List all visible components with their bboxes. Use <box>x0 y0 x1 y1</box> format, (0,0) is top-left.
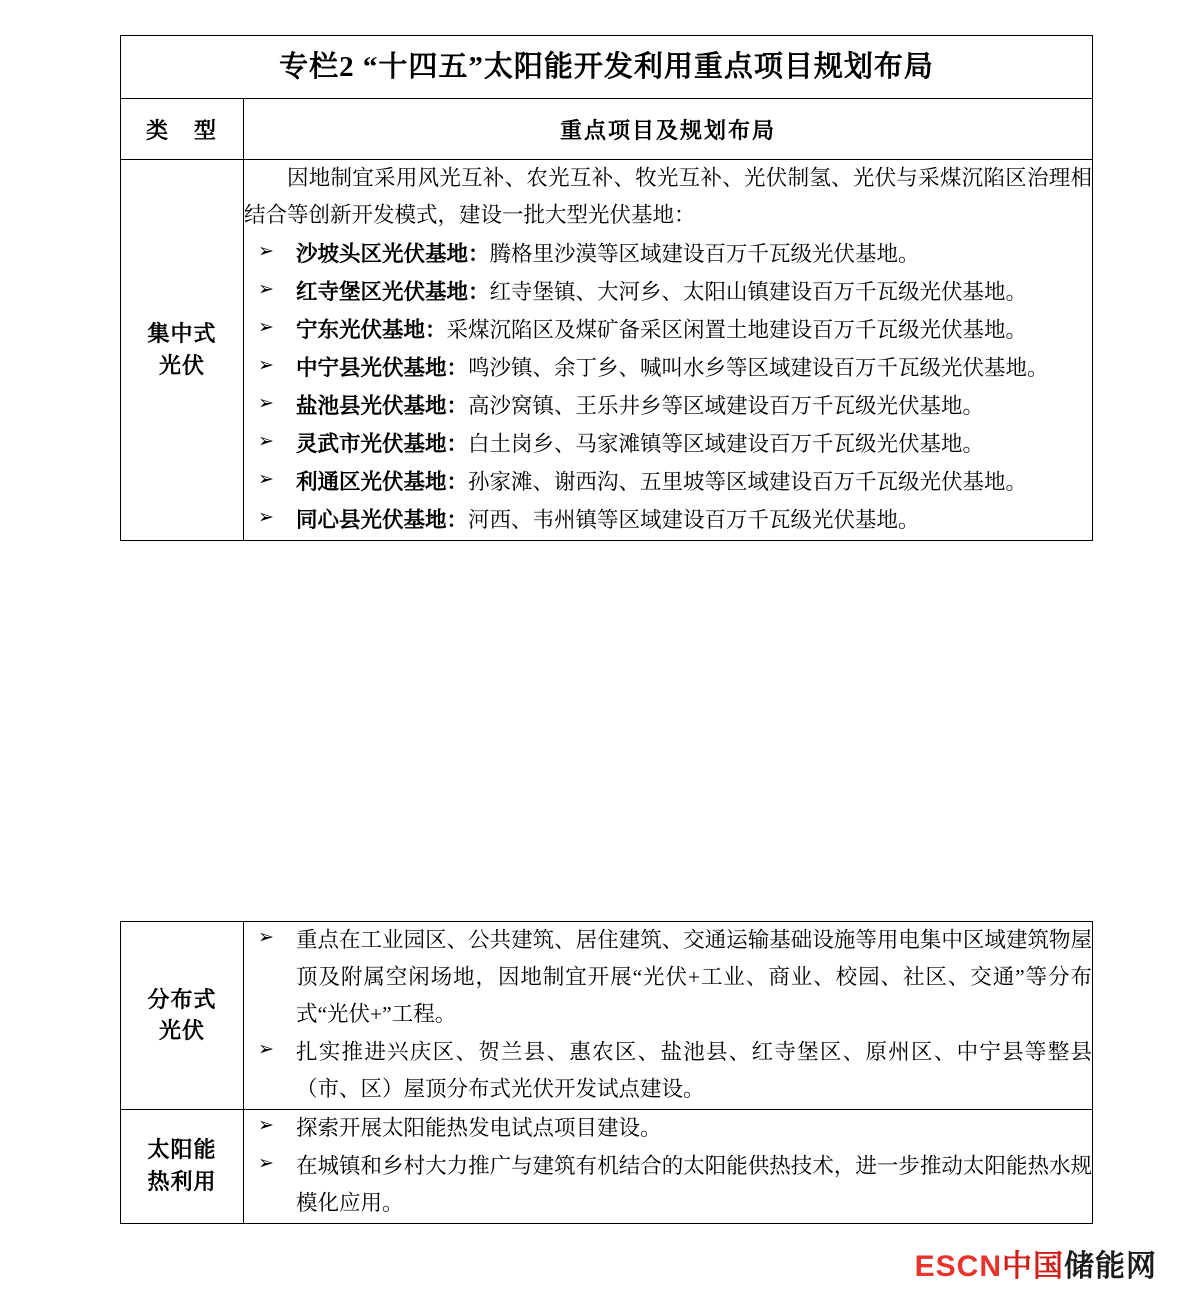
row-content-distributed-pv <box>244 922 1093 1110</box>
watermark-escn: ESCN <box>914 1250 1002 1283</box>
bullet-title: 宁东光伏基地： <box>296 317 447 342</box>
bullet-title: 盐池县光伏基地： <box>296 393 469 418</box>
row-label-line: 光伏 <box>158 352 205 378</box>
bullet-text: 高沙窝镇、王乐井乡等区域建设百万千瓦级光伏基地。 <box>468 393 985 418</box>
arrow-bullet-icon: ➢ <box>258 392 274 414</box>
bullet-text: 扎实推进兴庆区、贺兰县、惠农区、盐池县、红寺堡区、原州区、中宁县等整县（市、区）屋顶分布式光伏开发试点建设。 <box>296 1039 1092 1101</box>
bullet-text: 腾格里沙漠等区域建设百万千瓦级光伏基地。 <box>489 241 920 266</box>
arrow-bullet-icon: ➢ <box>258 927 274 948</box>
list-item <box>244 1148 1092 1222</box>
table-header-row <box>121 99 1093 160</box>
list-item <box>244 312 1092 349</box>
watermark-rest: 储能网 <box>1064 1250 1157 1283</box>
table-row <box>121 922 1093 1110</box>
list-item <box>244 502 1092 539</box>
bullet-title: 利通区光伏基地： <box>296 469 469 494</box>
solar-plan-table-part1 <box>120 35 1093 541</box>
list-item <box>244 388 1092 425</box>
arrow-bullet-icon: ➢ <box>258 1038 274 1060</box>
row-label-solar-thermal <box>121 1109 244 1223</box>
intro-paragraph: 因地制宜采用风光互补、农光互补、牧光互补、光伏制氢、光伏与采煤沉陷区治理相结合等创新开发模式，建设一批大型光伏基地： <box>244 166 1093 227</box>
header-type: 类 型 <box>121 99 244 160</box>
arrow-bullet-icon: ➢ <box>258 468 274 490</box>
row-label-centralized-pv <box>121 160 244 541</box>
arrow-bullet-icon: ➢ <box>258 240 274 262</box>
bullet-text: 红寺堡镇、大河乡、太阳山镇建设百万千瓦级光伏基地。 <box>489 279 1028 304</box>
bullet-title: 红寺堡区光伏基地： <box>296 279 490 304</box>
list-item <box>244 274 1092 311</box>
bullet-text: 鸣沙镇、余丁乡、喊叫水乡等区域建设百万千瓦级光伏基地。 <box>468 355 1049 380</box>
row-label-line: 分布式 <box>147 986 217 1012</box>
bullet-title: 灵武市光伏基地： <box>296 431 469 456</box>
watermark <box>915 1241 1157 1285</box>
list-item <box>244 350 1092 387</box>
list-item <box>244 1034 1092 1108</box>
arrow-bullet-icon: ➢ <box>258 506 274 528</box>
row-label-line: 太阳能 <box>147 1137 217 1163</box>
list-item <box>244 426 1092 463</box>
bullet-text: 探索开展太阳能热发电试点项目建设。 <box>296 1115 662 1140</box>
list-item <box>244 922 1092 1033</box>
list-item <box>244 464 1092 501</box>
bullet-text: 重点在工业园区、公共建筑、居住建筑、交通运输基础设施等用电集中区域建筑物屋顶及附属空闲场地，因地制宜开展“光伏+工业、商业、校园、社区、交通”等分布式“光伏+”工程。 <box>296 928 1092 1026</box>
table-title: 专栏2 “十四五”太阳能开发利用重点项目规划布局 <box>121 36 1093 99</box>
bullet-text: 采煤沉陷区及煤矿备采区闲置土地建设百万千瓦级光伏基地。 <box>446 317 1028 342</box>
row-content-centralized-pv <box>244 160 1093 541</box>
bullet-text: 河西、韦州镇等区域建设百万千瓦级光伏基地。 <box>468 507 920 532</box>
arrow-bullet-icon: ➢ <box>258 1114 274 1136</box>
table-row <box>121 160 1093 541</box>
arrow-bullet-icon: ➢ <box>258 1152 274 1174</box>
row-label-line: 集中式 <box>147 320 217 346</box>
solar-plan-table-part2 <box>120 921 1093 1224</box>
bullet-title: 中宁县光伏基地： <box>296 355 469 380</box>
table-row <box>121 1109 1093 1223</box>
row-content-solar-thermal <box>244 1109 1093 1223</box>
bullet-text: 白土岗乡、马家滩镇等区域建设百万千瓦级光伏基地。 <box>468 431 985 456</box>
bullet-list <box>244 922 1092 1108</box>
bullet-list <box>244 236 1092 539</box>
list-item <box>244 1110 1092 1147</box>
bullet-list <box>244 1110 1092 1222</box>
bullet-text: 在城镇和乡村大力推广与建筑有机结合的太阳能供热技术，进一步推动太阳能热水规模化应用。 <box>296 1153 1092 1215</box>
arrow-bullet-icon: ➢ <box>258 430 274 452</box>
watermark-cn: 中国 <box>1002 1250 1064 1283</box>
row-label-line: 光伏 <box>158 1018 205 1044</box>
bullet-text: 孙家滩、谢西沟、五里坡等区域建设百万千瓦级光伏基地。 <box>468 469 1028 494</box>
bullet-title: 同心县光伏基地： <box>296 507 469 532</box>
table-title-row <box>121 36 1093 99</box>
row-label-distributed-pv <box>121 922 244 1110</box>
arrow-bullet-icon: ➢ <box>258 354 274 376</box>
arrow-bullet-icon: ➢ <box>258 316 274 338</box>
arrow-bullet-icon: ➢ <box>258 278 274 300</box>
list-item <box>244 236 1092 273</box>
row-label-line: 热利用 <box>147 1169 217 1195</box>
bullet-title: 沙坡头区光伏基地： <box>296 241 490 266</box>
header-content: 重点项目及规划布局 <box>244 99 1093 160</box>
